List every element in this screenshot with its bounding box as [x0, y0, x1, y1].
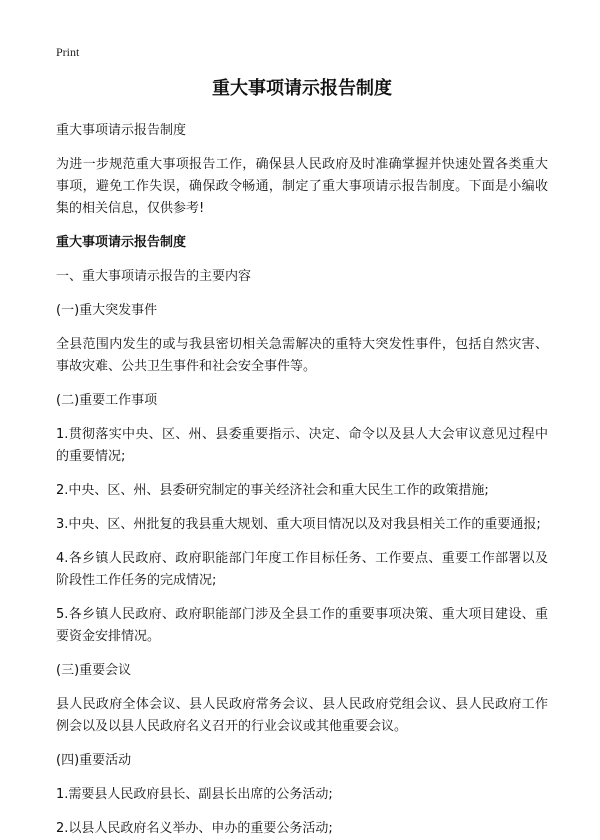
- paragraph: 4.各乡镇人民政府、政府职能部门年度工作目标任务、工作要点、重要工作部署以及阶段性工作任务的完成情况;: [56, 551, 548, 588]
- paragraph: 重大事项请示报告制度: [56, 123, 187, 138]
- document-title: 重大事项请示报告制度: [212, 78, 392, 99]
- document-body: [56, 120, 548, 840]
- print-label: Print: [56, 45, 80, 59]
- paragraph: (四)重要活动: [56, 753, 132, 768]
- paragraph: 2.中央、区、州、县委研究制定的事关经济社会和重大民生工作的政策措施;: [56, 483, 489, 498]
- paragraph: 5.各乡镇人民政府、政府职能部门涉及全县工作的重要事项决策、重大项目建设、重要资金安排情况。: [56, 607, 548, 644]
- paragraph: 1.贯彻落实中央、区、州、县委重要指示、决定、命令以及县人大会审议意见过程中的重要情况;: [56, 427, 548, 464]
- paragraph: (二)重要工作事项: [56, 393, 158, 408]
- paragraph: 3.中央、区、州批复的我县重大规划、重大项目情况以及对我县相关工作的重要通报;: [56, 517, 541, 532]
- paragraph: 县人民政府全体会议、县人民政府常务会议、县人民政府党组会议、县人民政府工作例会以及以县人民政府名义召开的行业会议或其他重要会议。: [56, 697, 548, 734]
- paragraph: 1.需要县人民政府县长、副县长出席的公务活动;: [56, 787, 333, 802]
- section-heading: 重大事项请示报告制度: [56, 235, 187, 250]
- paragraph: 2.以县人民政府名义举办、申办的重要公务活动;: [56, 821, 333, 836]
- paragraph: 一、重大事项请示报告的主要内容: [56, 269, 252, 284]
- paragraph: (一)重大突发事件: [56, 303, 158, 318]
- paragraph: (三)重要会议: [56, 663, 132, 678]
- paragraph: 全县范围内发生的或与我县密切相关急需解决的重特大突发性事件，包括自然灾害、事故灾难、公共卫生事件和社会安全事件等。: [56, 337, 548, 374]
- paragraph: 为进一步规范重大事项报告工作，确保县人民政府及时准确掌握并快速处置各类重大事项，避免工作失误，确保政令畅通，制定了重大事项请示报告制度。下面是小编收集的相关信息，仅供参考!: [56, 157, 548, 216]
